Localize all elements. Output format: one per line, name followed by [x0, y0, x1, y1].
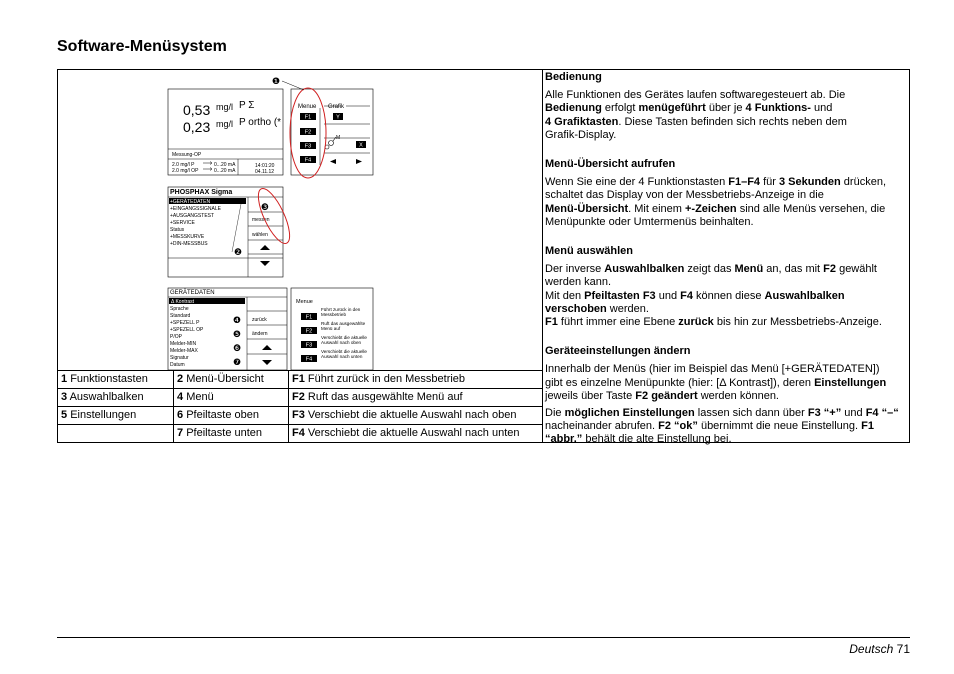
svg-text:F4: F4 — [305, 356, 313, 363]
status-line: Messung-OP — [172, 152, 202, 158]
reading-2-param: P ortho (* — [239, 117, 282, 128]
settings-item-4[interactable]: P/OP — [170, 334, 182, 340]
svg-text:F2: F2 — [305, 328, 313, 335]
help-f2-key — [301, 327, 317, 335]
reading-2-unit: mg/l — [216, 119, 234, 129]
menu-overview-title: PHOSPHAX Sigma — [170, 189, 233, 196]
help-f4-desc: Verschiebt die aktuelle Auswahl nach unten — [321, 349, 367, 360]
settings-item-7[interactable]: Signatur — [170, 355, 189, 361]
legend-row: 1 Funktionstasten 2 Menü-Übersicht F1 Führt zurück in den Messbetrieb — [58, 370, 543, 388]
svg-text:X: X — [359, 142, 363, 149]
settings-item-6[interactable]: Melder-MAX — [170, 348, 198, 354]
page-footer — [849, 642, 910, 656]
settings-item-8[interactable]: Datum — [170, 362, 185, 368]
f3-key[interactable] — [300, 142, 316, 150]
settings-item-1[interactable]: Standard — [170, 313, 191, 319]
settings-selected-item[interactable]: Δ Kontrast — [171, 299, 195, 305]
callout-2: ❷ — [234, 248, 243, 258]
f4-key[interactable] — [300, 156, 316, 164]
clock-time: 14:01:20 — [255, 163, 275, 169]
reading-2-value: 0,23 — [183, 119, 211, 135]
menu-item-0[interactable]: +GERÄTEDATEN — [170, 199, 211, 205]
help-f3-desc: Verschiebt die aktuelle Auswahl nach oben — [321, 335, 367, 346]
footer-language: Deutsch — [849, 642, 894, 656]
grafik-x-button[interactable] — [356, 141, 366, 149]
clock-date: 04.11.12 — [255, 169, 275, 175]
legend-row: 5 Einstellungen 6 Pfeiltaste oben F3 Verschiebt die aktuelle Auswahl nach oben — [58, 406, 543, 424]
menu-column-label: Menue — [298, 104, 317, 110]
help-f2-desc: Ruft das ausgewählte Menü auf — [321, 321, 366, 332]
svg-text:F2: F2 — [304, 129, 312, 136]
menu-item-1[interactable]: +EINGANGSSIGNALE — [170, 206, 221, 212]
settings-item-5[interactable]: Melder-MIN — [170, 341, 197, 347]
waehlen-button[interactable]: wählen — [252, 232, 268, 238]
svg-text:F3: F3 — [305, 342, 313, 349]
callout-3: ❸ — [261, 203, 270, 213]
menu-item-4[interactable]: Status — [170, 227, 185, 233]
svg-text:F4: F4 — [304, 157, 312, 164]
help-f1-key — [301, 313, 317, 321]
grafik-column-label: Grafik — [328, 104, 345, 110]
heading-bedienung: Bedienung — [545, 71, 602, 83]
heading-menu-select: Menü auswählen — [545, 245, 634, 258]
grafik-y-button[interactable] — [333, 113, 343, 121]
legend-row: 7 Pfeiltaste unten F4 Verschiebt die aktuelle Auswahl nach unten — [58, 424, 543, 442]
callout-4: ❹ — [233, 316, 242, 326]
help-f1-desc: Führt zurück in den Messbetrieb — [321, 307, 361, 318]
legend-table — [58, 370, 543, 443]
f1-key[interactable] — [300, 113, 316, 121]
instructions-text — [545, 71, 907, 447]
footer-rule — [57, 637, 910, 638]
zurueck-button[interactable]: zurück — [252, 317, 267, 323]
menu-item-6[interactable]: +DIN-MESSBUS — [170, 241, 208, 247]
paragraph-bedienung: Alle Funktionen des Gerätes laufen softwaregesteuert ab. Die Bedienung erfolgt menügeführt über je 4 Funktions- und 4 Grafiktasten. Diese Tasten befinden sich rechts neben dem Grafik-Display. — [545, 89, 847, 141]
heading-menu-overview: Menü-Übersicht aufrufen — [545, 158, 676, 171]
paragraph-device-settings: Innerhalb der Menüs (hier im Beispiel das Menü [+GERÄTEDATEN]) gibt es einzelne Menüpunkte (hier: [Δ Kontrast]), deren Einstellungen jeweils über Taste F2 geändert werden können. — [545, 363, 887, 402]
reading-1-param: P Σ — [239, 100, 255, 111]
page-number: 71 — [896, 642, 910, 656]
zoom-m-label: M — [336, 135, 341, 141]
svg-text:Y: Y — [336, 114, 340, 121]
menu-item-2[interactable]: +AUSGANGSTEST — [170, 213, 215, 219]
aendern-button[interactable]: ändern — [252, 331, 268, 337]
f2-key[interactable] — [300, 128, 316, 136]
page-title: Software-Menüsystem — [57, 38, 227, 55]
diagram-area — [58, 70, 542, 370]
callout-5: ❺ — [233, 330, 242, 340]
content-table — [57, 69, 910, 446]
menu-diagram — [58, 70, 542, 370]
help-f4-key — [301, 355, 317, 363]
legend-row: 3 Auswahlbalken 4 Menü F2 Ruft das ausgewählte Menü auf — [58, 388, 543, 406]
paragraph-menu-select: Der inverse Auswahlbalken zeigt das Menü an, das mit F2 gewählt werden kann. Mit den Pfeiltasten F3 und F4 können diese Auswahlbalken verschoben werden. F1 führt immer eine Ebene zurück bis hin zur Messbetriebs-Anzeige. — [545, 263, 882, 329]
heading-device-settings: Geräteeinstellungen ändern — [545, 345, 691, 358]
callout-7: ❼ — [233, 358, 242, 368]
svg-text:F3: F3 — [304, 143, 312, 150]
callout-1: ❶ — [272, 77, 281, 87]
svg-text:F1: F1 — [304, 114, 312, 121]
output-2-range: 0...20 mA — [214, 168, 236, 174]
paragraph-settings-options: Die möglichen Einstellungen lassen sich dann über F3 “+” und F4 “–“ nacheinander abrufen. F2 “ok” übernimmt die neue Einstellung. F1 “abbr.” behält die alte Einstellung bei. — [545, 407, 899, 446]
menu-item-3[interactable]: +SERVICE — [170, 220, 195, 226]
output-1-range: 0...20 mA — [214, 162, 236, 168]
reading-1-value: 0,53 — [183, 102, 211, 118]
svg-text:F1: F1 — [305, 314, 313, 321]
settings-item-2[interactable]: +SPEZELL P — [170, 320, 200, 326]
key-help-title: Menue — [296, 299, 313, 305]
messen-button[interactable]: messen — [252, 217, 270, 223]
paragraph-menu-overview: Wenn Sie eine der 4 Funktionstasten F1–F4 für 3 Sekunden drücken, schaltet das Display von der Messbetriebs-Anzeige in die Menü-Übersicht. Mit einem +-Zeichen sind alle Menüs versehen, die Menüpunkte oder Umtermenüs beinhalten. — [545, 176, 886, 228]
output-2-label: 2.0 mg/l OP — [172, 168, 199, 174]
callout-6: ❻ — [233, 344, 242, 354]
help-f3-key — [301, 341, 317, 349]
settings-title: GERÄTEDATEN — [170, 290, 215, 296]
reading-1-unit: mg/l — [216, 102, 234, 112]
menu-item-5[interactable]: +MESSKURVE — [170, 234, 205, 240]
output-1-label: 2.0 mg/l P — [172, 162, 195, 168]
settings-item-3[interactable]: +SPEZELL OP — [170, 327, 204, 333]
settings-item-0[interactable]: Sprache — [170, 306, 189, 312]
